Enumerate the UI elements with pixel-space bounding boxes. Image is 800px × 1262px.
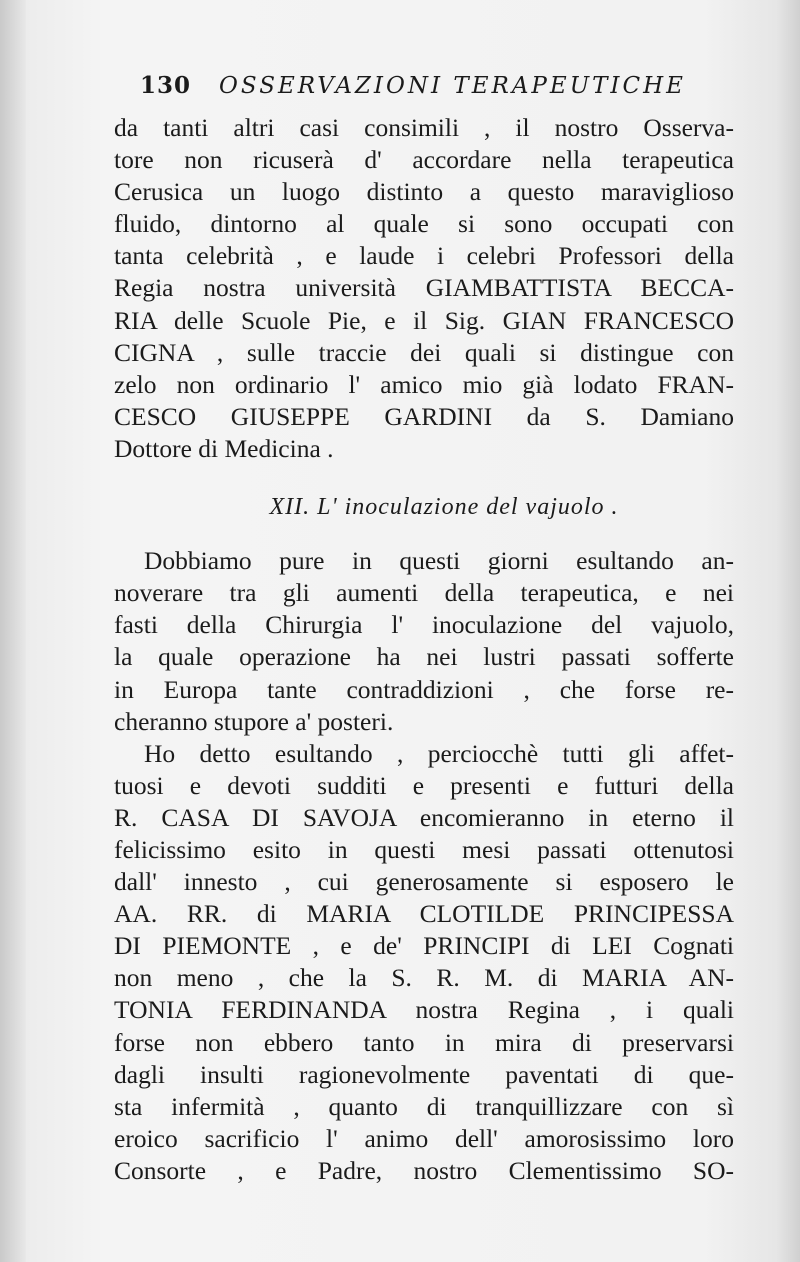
paragraph-line: Consorte , e Padre, nostro Clementissimo SO- — [114, 1155, 734, 1185]
text-line: RIA delle Scuole Pie, e il Sig. GIAN FRANCESCO — [114, 305, 734, 335]
paragraph-line: cheranno stupore a' posteri. — [114, 706, 394, 736]
text-line: CIGNA , sulle traccie dei quali si distingue con — [114, 337, 734, 367]
paragraph-line: felicissimo esito in questi mesi passati ottenutosi — [114, 834, 734, 864]
paragraph-line: AA. RR. di MARIA CLOTILDE PRINCIPESSA — [114, 899, 734, 929]
section-heading: XII. L' inoculazione del vajuolo . — [269, 494, 619, 521]
paragraph-line: in Europa tante contraddizioni , che forse re- — [114, 674, 734, 704]
paragraph-line: non meno , che la S. R. M. di MARIA AN- — [114, 963, 734, 993]
body-text — [114, 112, 734, 1187]
text-line: zelo non ordinario l' amico mio già lodato FRAN- — [114, 369, 734, 399]
running-head: OSSERVAZIONI TERAPEUTICHE — [219, 73, 686, 99]
page-spine-shadow — [0, 0, 26, 1262]
paragraph-line: dall' innesto , cui generosamente si esposero le — [114, 867, 734, 897]
paragraph-line: fasti della Chirurgia l' inoculazione del vajuolo, — [114, 610, 734, 640]
paragraph-line: R. CASA DI SAVOJA encomieranno in eterno il — [114, 802, 734, 832]
text-line: da tanti altri casi consimili , il nostro Osserva- — [114, 113, 734, 142]
paragraph-line: sta infermità , quanto di tranquillizzare con sì — [114, 1091, 734, 1121]
paragraph-line: la quale operazione ha nei lustri passati sofferte — [114, 642, 734, 672]
paragraph-line: Dobbiamo pure in questi giorni esultando an- — [144, 546, 734, 576]
text-line: Cerusica un luogo distinto a questo maraviglioso — [114, 177, 734, 207]
paragraph-line: tuosi e devoti sudditi e presenti e futturi della — [114, 770, 734, 800]
page-header — [140, 72, 700, 99]
text-line: Regia nostra università GIAMBATTISTA BECCA- — [114, 273, 734, 303]
text-line: Dottore di Medicina . — [114, 433, 334, 463]
paragraph-line: eroico sacrificio l' animo dell' amorosissimo loro — [114, 1123, 734, 1153]
paragraph-line: dagli insulti ragionevolmente paventati di que- — [114, 1059, 734, 1089]
paragraph-line: Ho detto esultando , perciocchè tutti gli affet- — [144, 738, 734, 768]
paragraph-line: TONIA FERDINANDA nostra Regina , i quali — [114, 995, 734, 1025]
text-line: tore non ricuserà d' accordare nella terapeutica — [114, 145, 734, 175]
paragraph-line: noverare tra gli aumenti della terapeutica, e nei — [114, 578, 734, 608]
text-line: fluido, dintorno al quale si sono occupati con — [114, 209, 734, 239]
paragraph-line: DI PIEMONTE , e de' PRINCIPI di LEI Cognati — [114, 931, 734, 961]
paragraph-line: forse non ebbero tanto in mira di preservarsi — [114, 1027, 734, 1057]
text-line: CESCO GIUSEPPE GARDINI da S. Damiano — [114, 401, 734, 431]
text-line: tanta celebrità , e laude i celebri Professori della — [114, 241, 734, 271]
page-number: 130 — [140, 72, 192, 99]
